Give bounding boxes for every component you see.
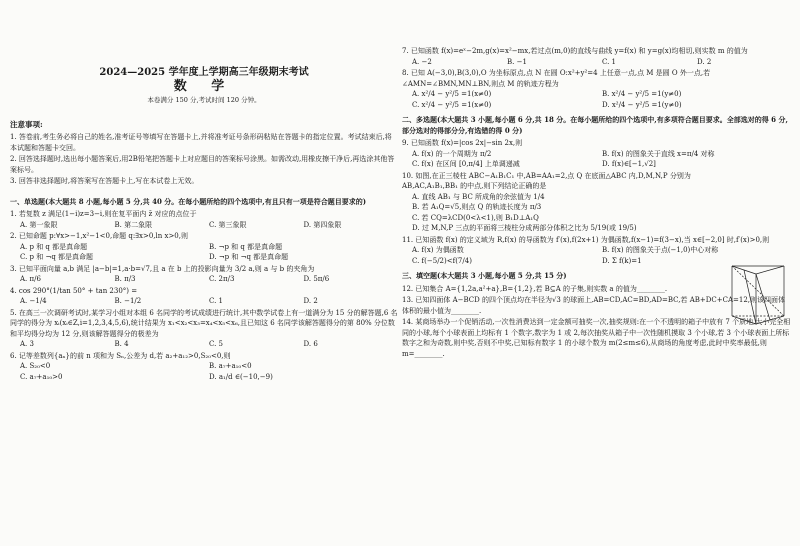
option-a[interactable]: A. 直线 AB₁ 与 BC 所成角的余弦值为 1/4 [412,192,545,201]
question-options [10,242,398,263]
section-heading-single-choice: 一、单选题(本大题共 8 小题,每小题 5 分,共 40 分。在每小题所给的四个选项中,有且只有一项是符合题目要求的) [10,196,367,206]
option-d[interactable]: D. 5π/6 [303,275,330,283]
question-stem: 1. 若复数 z 满足(1−i)z=3−i,则在复平面内 z̄ 对应的点位于 [10,210,197,218]
option-d[interactable]: D. 6 [303,340,318,348]
question-options [10,361,398,382]
notice-item: 2. 回答选择题时,选出每小题答案后,用2B铅笔把答题卡上对应题目的答案标号涂黑。如需改动,用橡皮擦干净后,再选涂其他答案标号。 [10,155,395,174]
question-stem: 11. 已知函数 f(x) 的定义域为 R,f(x) 的导函数为 f′(x),f(2x+1) 为偶函数,f(x−1)=f(3−x),当 x∈[−2,0] 时,f′(x)>0,则 [402,235,770,244]
notice-item: 1. 答卷前,考生务必将自己的姓名,准考证号等填写在答题卡上,并将准考证号条形码粘贴在答题卡的指定位置。考试结束后,将本试题和答题卡交回。 [10,133,392,152]
question-2 [10,231,398,263]
option-b[interactable]: B. −1 [507,57,527,66]
option-c[interactable]: C. f(x) 在区间 [0,π/4] 上单调递减 [412,160,520,168]
option-c[interactable]: C. p 和 ¬q 都是真命题 [20,253,94,261]
option-d[interactable]: D. Σ f(k)=1 [602,256,642,265]
option-a[interactable]: A. p 和 q 都是真命题 [20,242,88,251]
option-c[interactable]: C. 1 [602,57,617,66]
option-c[interactable]: C. 2π/3 [209,275,235,283]
option-b[interactable]: B. f(x) 的图象关于点(−1,0)中心对称 [602,246,719,254]
option-d[interactable]: D. x²/4 − y²/5 =1(y≠0) [602,100,682,109]
question-options [402,192,720,234]
question-options [402,89,792,110]
option-c[interactable]: C. f(−5/2)<f(7/4) [412,256,472,265]
question-stem: 8. 已知 A(−3,0),B(3,0),O 为坐标原点,点 N 在圆 O:x²+y²=4 上任意一点,点 M 是圆 O 外一点,若∠AMN=∠BMN,MN⊥BN,则点 M 的轨迹方程为 [402,69,711,88]
option-a[interactable]: A. 第一象限 [20,220,58,229]
option-a[interactable]: A. π/6 [20,275,41,283]
question-options [10,220,398,231]
option-b[interactable]: B. f(x) 的图象关于直线 x=π/4 对称 [602,149,715,158]
notice-heading: 注意事项: [10,119,43,129]
option-c[interactable]: C. 若 CQ=λCD(0<λ<1),则 B₁D⊥A₁Q [412,213,539,222]
option-a[interactable]: A. f(x) 的一个周期为 π/2 [412,149,492,158]
question-12: 12. 已知集合 A={1,2a,a²+a},B={1,2},若 B⊆A 的子集,则实数 a 的值为________. [402,284,668,293]
option-b[interactable]: B. 4 [114,340,129,348]
option-b[interactable]: B. π/3 [114,275,136,283]
question-stem: 2. 已知命题 p:∀x>−1,x²−1<0,命题 q:∃x>0,ln x>0,则 [10,232,188,240]
option-c[interactable]: C. 1 [209,297,224,305]
question-9 [402,138,792,170]
notice-item: 3. 回答非选择题时,将答案写在答题卡上,写在本试卷上无效。 [10,177,199,185]
option-b[interactable]: B. x²/4 − y²/5 =1(y≠0) [602,90,682,98]
question-1 [10,209,398,230]
question-7 [402,46,792,67]
option-a[interactable]: A. S₂₀<0 [20,362,51,370]
question-stem: 7. 已知函数 f(x)=eˣ−2m,g(x)=x²−mx,若过点(m,0)的直线与曲线 y=f(x) 和 y=g(x)均相切,则实数 m 的值为 [402,47,748,55]
option-d[interactable]: D. ¬p 和 ¬q 都是真命题 [209,253,289,261]
option-a[interactable]: A. −1/4 [20,297,47,305]
question-stem: 5. 在高三一次调研考试时,某学习小组对本组 6 名同学的考试成绩进行统计,其中数学试卷上有一道满分为 15 分的解答题,6 名同学的得分为 xᵢ(xᵢ∈Z,i=1,2,3,4,5,6),统计结果为 x₁<x₂<x₃=x₄<x₅<x₆,且已知这 6 名同学该解答题得分的第 80% 分位数和平均得分均为 12 分,则该解答题得分的极差为 [10,308,398,338]
question-10 [402,171,792,234]
section-heading-multi-choice: 二、多选题(本大题共 3 小题,每小题 6 分,共 18 分。在每小题所给的四个选项中,有多项符合题目要求。全部选对的得 6 分,部分选对的得部分分,有选错的得 0 分) [402,115,788,135]
option-a[interactable]: A. 3 [20,340,34,348]
option-c[interactable]: C. 第三象限 [209,220,247,229]
option-b[interactable]: B. ¬p 和 q 都是真命题 [209,242,283,251]
question-options [10,339,398,350]
question-stem: 6. 记等差数列{aₙ}的前 n 项和为 Sₙ,公差为 d,若 a₂+a₁₂>0,S₂₀<0,则 [10,351,231,360]
option-b[interactable]: B. 第二象限 [114,220,153,229]
option-d[interactable]: D. a₁/d ∈(−10,−9) [209,372,273,381]
question-stem: 4. cos 290°(1/tan 50° + tan 230°) = [10,286,138,295]
subject-title: 数 学 [173,79,235,94]
option-c[interactable]: C. 5 [209,340,224,348]
exam-meta: 本卷满分 150 分,考试时间 120 分钟。 [147,96,261,104]
left-column [10,0,398,383]
question-8 [402,68,792,110]
option-c[interactable]: C. a₇+a₁₀>0 [20,372,63,381]
option-d[interactable]: D. 过 M,N,P 三点的平面将三棱柱分成两部分体积之比为 5/19(或 19/5) [412,224,637,232]
option-b[interactable]: B. 若 A₁Q=√5,则点 Q 的轨迹长度为 π/3 [412,203,542,211]
question-3 [10,264,398,285]
section-heading-fill-blank: 三、填空题(本大题共 3 小题,每小题 5 分,共 15 分) [402,271,567,280]
option-b[interactable]: B. a₇+a₁₀<0 [209,362,252,370]
option-a[interactable]: A. f(x) 为偶函数 [412,246,464,254]
question-stem: 9. 已知函数 f(x)=|cos 2x|−sin 2x,则 [402,139,523,147]
option-b[interactable]: B. −1/2 [114,297,142,305]
option-d[interactable]: D. 2 [303,297,318,305]
option-a[interactable]: A. x²/4 − y²/5 =1(x≠0) [412,90,492,98]
question-5 [10,308,398,350]
question-stem: 3. 已知平面向量 a,b 满足 |a−b|=1,a·b=√7,且 a 在 b 上的投影向量为 3/2 a,则 a 与 b 的夹角为 [10,264,315,273]
question-14: 14. 某商场举办一个促销活动,一次性消费达到一定金额可抽奖一次,抽奖规则:在一个不透明的箱子中放有 7 个质地,大小完全相同的小球,每个小球表面上均标有 1 个数字,数字为 1 或 2,每次抽奖从箱子中一次性随机摸取 3 个小球,若 3 个小球表面上所标数字之和为奇数,则中奖,否则不中奖,已知标有数字 1 的小球个数为 m(2≤m≤6),从商场的角度考虑,此时中奖率最低,则 m=________. [402,318,791,358]
exam-title: 2024—2025 学年度上学期高三年级期末考试 [99,67,309,78]
question-options [10,274,398,285]
option-c[interactable]: C. x²/4 − y²/5 =1(x≠0) [412,100,492,109]
option-d[interactable]: D. 第四象限 [303,220,342,229]
option-a[interactable]: A. −2 [412,57,432,66]
question-options [10,296,398,307]
question-stem: 10. 如图,在正三棱柱 ABC−A₁B₁C₁ 中,AB=AA₁=2,点 Q 在底面△ABC 内,D,M,N,P 分别为 AB,AC,A₁B₁,BB₁ 的中点,则下列结论正确的是 [402,171,691,190]
option-d[interactable]: D. f(x)∈[−1,√2] [602,160,656,168]
prism-figure [726,258,790,328]
question-options [402,57,792,68]
question-6 [10,351,398,383]
question-options [402,149,792,170]
question-13: 13. 已知四面体 A−BCD 的四个顶点均在半径为√3 的球面上,AB=CD,AC=BD,AD=BC,若 AB+DC+CA=12,则该四面体体积的最小值为________. [402,296,786,315]
option-d[interactable]: D. 2 [697,57,712,66]
question-4 [10,286,398,307]
